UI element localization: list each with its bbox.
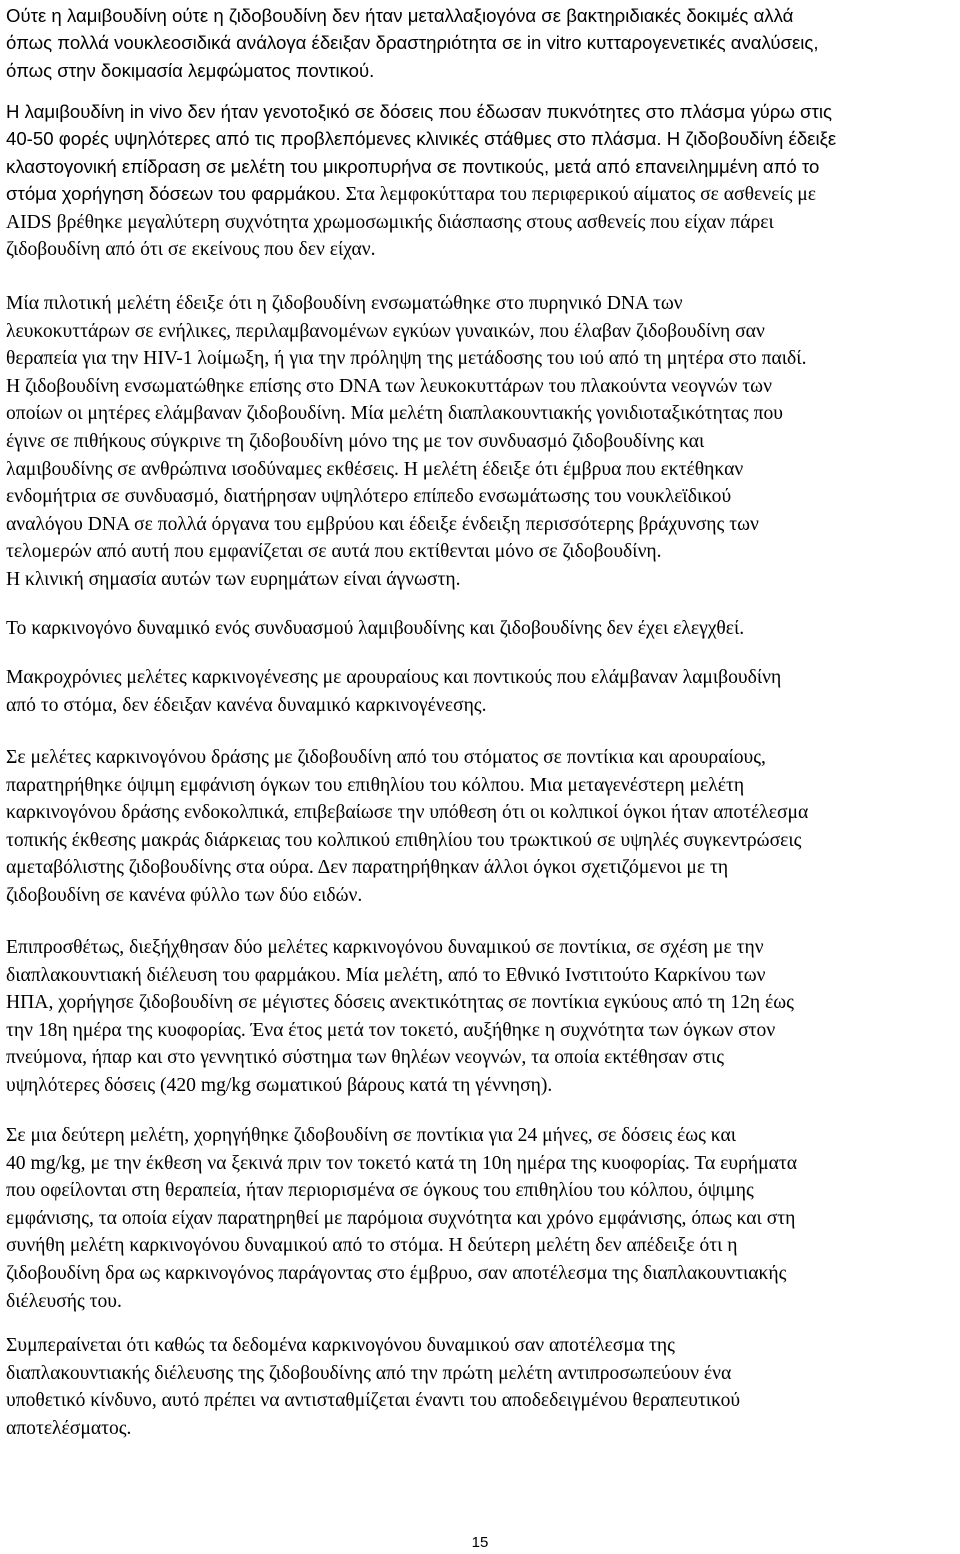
text-line: τελομερών από αυτή που εμφανίζεται σε αυτά που εκτίθενται μόνο σε ζιδοβουδίνη.: [6, 541, 662, 563]
text-line: διαπλακουντιακής διέλευσης της ζιδοβουδίνης από την πρώτη μελέτη αντιπροσωπεύουν ένα: [6, 1362, 732, 1384]
text-line: οποίων οι μητέρες ελάμβαναν ζιδοβουδίνη. Μία μελέτη διαπλακουντιακής γονιδιοταξικότητας που: [6, 403, 783, 425]
text-line: διαπλακουντιακή διέλευση του φαρμάκου. Μία μελέτη, από το Εθνικό Ινστιτούτο Καρκίνου των: [6, 964, 766, 986]
text-line: θεραπεία για την HIV-1 λοίμωξη, ή για την πρόληψη της μετάδοσης του ιού από τη μητέρα στο παιδί.: [6, 348, 807, 370]
text-line: λαμιβουδίνης σε ανθρώπινα ισοδύναμες εκθέσεις. Η μελέτη έδειξε ότι έμβρυα που εκτέθηκαν: [6, 458, 744, 480]
text-line: AIDS βρέθηκε μεγαλύτερη συχνότητα χρωμοσωμικής διάσπασης στους ασθενείς που είχαν πάρει: [6, 211, 774, 233]
text-line: την 18η ημέρα της κυοφορίας. Ένα έτος μετά τον τοκετό, αυξήθηκε η συχνότητα των όγκων στον: [6, 1019, 776, 1041]
text-line: υποθετικό κίνδυνο, αυτό πρέπει να αντισταθμίζεται έναντι του αποδεδειγμένου θεραπευτικού: [6, 1390, 741, 1412]
paragraph-in-vivo-genotoxicity: [6, 98, 954, 264]
text-line: Συμπεραίνεται ότι καθώς τα δεδομένα καρκινογόνου δυναμικού σαν αποτέλεσμα της: [6, 1335, 675, 1356]
text-line: ζιδοβουδίνη δρα ως καρκινογόνος παράγοντας στο έμβρυο, σαν αποτέλεσμα της διαπλακουντιακής: [6, 1262, 787, 1284]
paragraph-genotoxicity-intro: [6, 2, 954, 84]
text-line: ΗΠΑ, χορήγησε ζιδοβουδίνη σε μέγιστες δόσεις ανεκτικότητας σε ποντίκια εγκύους από τη 12η έως: [6, 992, 794, 1014]
page-number: 15: [471, 1534, 489, 1551]
text-line: έγινε σε πιθήκους σύγκρινε τη ζιδοβουδίνη μόνο της με τον συνδυασμό ζιδοβουδίνης και: [6, 430, 705, 452]
paragraph-transplacental-studies: [6, 934, 954, 1100]
text-line: ενδομήτρια σε συνδυασμό, διατήρησαν υψηλότερο επίπεδο ενσωμάτωσης του νουκλεϊδικού: [6, 486, 732, 508]
text-line: Σε μια δεύτερη μελέτη, χορηγήθηκε ζιδοβουδίνη σε ποντίκια για 24 μήνες, σε δόσεις έως και: [6, 1125, 737, 1146]
text-line: που οφείλονται στη θεραπεία, ήταν περιορισμένα σε όγκους του επιθηλίου του κόλπου, όψιμης: [6, 1180, 754, 1202]
text-line: καρκινογόνου δράσης ενδοκολπικά, επιβεβαίωσε την υπόθεση ότι οι κολπικοί όγκοι ήταν αποτέλεσμα: [6, 802, 809, 824]
paragraph-dna-incorporation: [6, 290, 954, 594]
text-line-tail: Στα λεμφοκύτταρα του περιφερικού αίματος σε ασθενείς με: [340, 184, 816, 206]
text-line: κλαστογονική επίδραση σε μελέτη του μικροπυρήνα σε ποντικούς, μετά από επανειλημμένη από το: [6, 155, 820, 177]
paragraph-second-study: [6, 1122, 954, 1315]
paragraph-combination-carcinogenicity: [6, 615, 954, 643]
text-line: Μία πιλοτική μελέτη έδειξε ότι η ζιδοβουδίνη ενσωματώθηκε στο πυρηνικό DNA των: [6, 293, 683, 314]
text-line: 40-50 φορές υψηλότερες από τις προβλεπόμενες κλινικές στάθμες στο πλάσμα. Η ζιδοβουδίνη έδειξε: [6, 128, 837, 150]
text-line: αποτελέσματος.: [6, 1417, 132, 1439]
text-line: υψηλότερες δόσεις (420 mg/kg σωματικού βάρους κατά τη γέννηση).: [6, 1074, 553, 1096]
text-line: εμφάνισης, τα οποία είχαν παρατηρηθεί με παρόμοια συχνότητα και χρόνο εμφάνισης, όπως και στη: [6, 1207, 796, 1229]
text-line: πνεύμονα, ήπαρ και στο γεννητικό σύστημα των θηλέων νεογνών, τα οποία εκτέθησαν στις: [6, 1047, 725, 1069]
text-line: τοπικής έκθεσης μακράς διάρκειας του κολπικού επιθηλίου του τρωκτικού σε υψηλές συγκεντρώσεις: [6, 829, 802, 851]
text-line: ζιδοβουδίνη σε κανένα φύλλο των δύο ειδών.: [6, 884, 363, 906]
text-line: Η κλινική σημασία αυτών των ευρημάτων είναι άγνωστη.: [6, 568, 461, 590]
text-line: Η λαμιβουδίνη in vivo δεν ήταν γενοτοξικό σε δόσεις που έδωσαν πυκνότητες στο πλάσμα γύρω στις: [6, 101, 832, 122]
text-line: Ούτε η λαμιβουδίνη ούτε η ζιδοβουδίνη δεν ήταν μεταλλαξιογόνα σε βακτηριδιακές δοκιμές αλλά: [6, 5, 794, 26]
text-line: από το στόμα, δεν έδειξαν κανένα δυναμικό καρκινογένεσης.: [6, 694, 487, 716]
paragraph-lamivudine-carcinogenicity: [6, 664, 954, 719]
text-line: όπως πολλά νουκλεοσιδικά ανάλογα έδειξαν δραστηριότητα σε in vitro κυτταρογενετικές αναλύσεις,: [6, 32, 819, 54]
text-line: Μακροχρόνιες μελέτες καρκινογένεσης με αρουραίους και ποντικούς που ελάμβαναν λαμιβουδίνη: [6, 667, 782, 688]
paragraph-zidovudine-carcinogenicity: [6, 744, 954, 910]
text-line: όπως στην δοκιμασία λεμφώματος ποντικού.: [6, 59, 375, 81]
text-line: 40 mg/kg, με την έκθεση να ξεκινά πριν τον τοκετό κατά τη 10η ημέρα της κυοφορίας. Τα ευρήματα: [6, 1152, 798, 1174]
text-line: στόμα χορήγηση δόσεων του φαρμάκου.: [6, 183, 341, 205]
text-line: συνήθη μελέτη καρκινογόνου δυναμικού από το στόμα. Η δεύτερη μελέτη δεν απέδειξε ότι η: [6, 1235, 738, 1257]
text-line: παρατηρήθηκε όψιμη εμφάνιση όγκων του επιθηλίου του κόλπου. Μια μεταγενέστερη μελέτη: [6, 774, 745, 796]
text-line: Η ζιδοβουδίνη ενσωματώθηκε επίσης στο DNA των λευκοκυττάρων του πλακούντα νεογνών των: [6, 375, 772, 397]
text-line: Το καρκινογόνο δυναμικό ενός συνδυασμού λαμιβουδίνης και ζιδοβουδίνης δεν έχει ελεγχθεί.: [6, 618, 745, 639]
paragraph-conclusion: [6, 1332, 954, 1442]
text-line: διέλευσής του.: [6, 1290, 122, 1312]
text-line: Επιπροσθέτως, διεξήχθησαν δύο μελέτες καρκινογόνου δυναμικού σε ποντίκια, σε σχέση με την: [6, 937, 764, 958]
text-line: αμεταβόλιστης ζιδοβουδίνης στα ούρα. Δεν παρατηρήθηκαν άλλοι όγκοι σχετιζόμενοι με τη: [6, 857, 729, 879]
text-line: ζιδοβουδίνη από ότι σε εκείνους που δεν είχαν.: [6, 239, 376, 261]
text-line: αναλόγου DNA σε πολλά όργανα του εμβρύου και έδειξε ένδειξη περισσότερης βράχυνσης των: [6, 513, 759, 535]
text-line: λευκοκυττάρων σε ενήλικες, περιλαμβανομένων εγκύων γυναικών, που έλαβαν ζιδοβουδίνη σαν: [6, 320, 765, 342]
text-line: Σε μελέτες καρκινογόνου δράσης με ζιδοβουδίνη από του στόματος σε ποντίκια και αρουραίους,: [6, 747, 766, 768]
